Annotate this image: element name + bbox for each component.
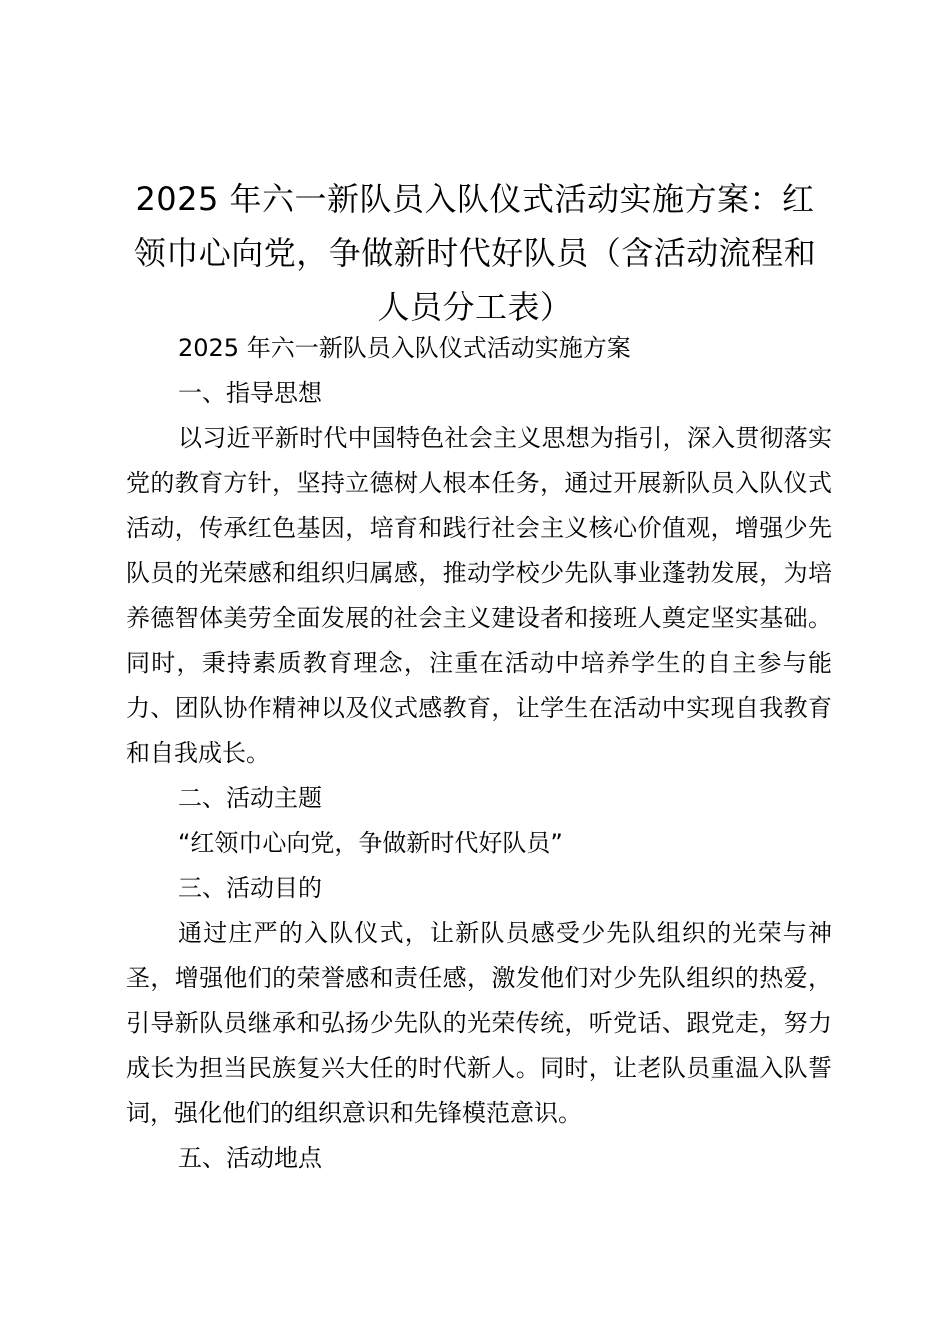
section-heading-guiding-ideology: 一、指导思想 [178, 379, 322, 407]
document-body [126, 326, 832, 1181]
activity-theme-paragraph: “红领巾心向党，争做新时代好队员” [178, 829, 563, 857]
document-title: 2025 年六一新队员入队仪式活动实施方案：红领巾心向党，争做新时代好队员（含活动流程和人员分工表） [133, 180, 817, 326]
activity-purpose-paragraph: 通过庄严的入队仪式，让新队员感受少先队组织的光荣与神圣，增强他们的荣誉感和责任感，激发他们对少先队组织的热爱，引导新队员继承和弘扬少先队的光荣传统，听党话、跟党走，努力成长为担当民族复兴大任的时代新人。同时，让老队员重温入队誓词，强化他们的组织意识和先锋模范意识。 [126, 919, 832, 1127]
section-heading-activity-location: 五、活动地点 [178, 1144, 322, 1172]
subtitle-paragraph: 2025 年六一新队员入队仪式活动实施方案 [178, 334, 631, 362]
section-heading-activity-purpose: 三、活动目的 [178, 874, 322, 902]
guiding-ideology-paragraph: 以习近平新时代中国特色社会主义思想为指引，深入贯彻落实党的教育方针，坚持立德树人根本任务，通过开展新队员入队仪式活动，传承红色基因，培育和践行社会主义核心价值观，增强少先队员的光荣感和组织归属感，推动学校少先队事业蓬勃发展，为培养德智体美劳全面发展的社会主义建设者和接班人奠定坚实基础。同时，秉持素质教育理念，注重在活动中培养学生的自主参与能力、团队协作精神以及仪式感教育，让学生在活动中实现自我教育和自我成长。 [126, 424, 832, 767]
section-heading-activity-theme: 二、活动主题 [178, 784, 322, 812]
